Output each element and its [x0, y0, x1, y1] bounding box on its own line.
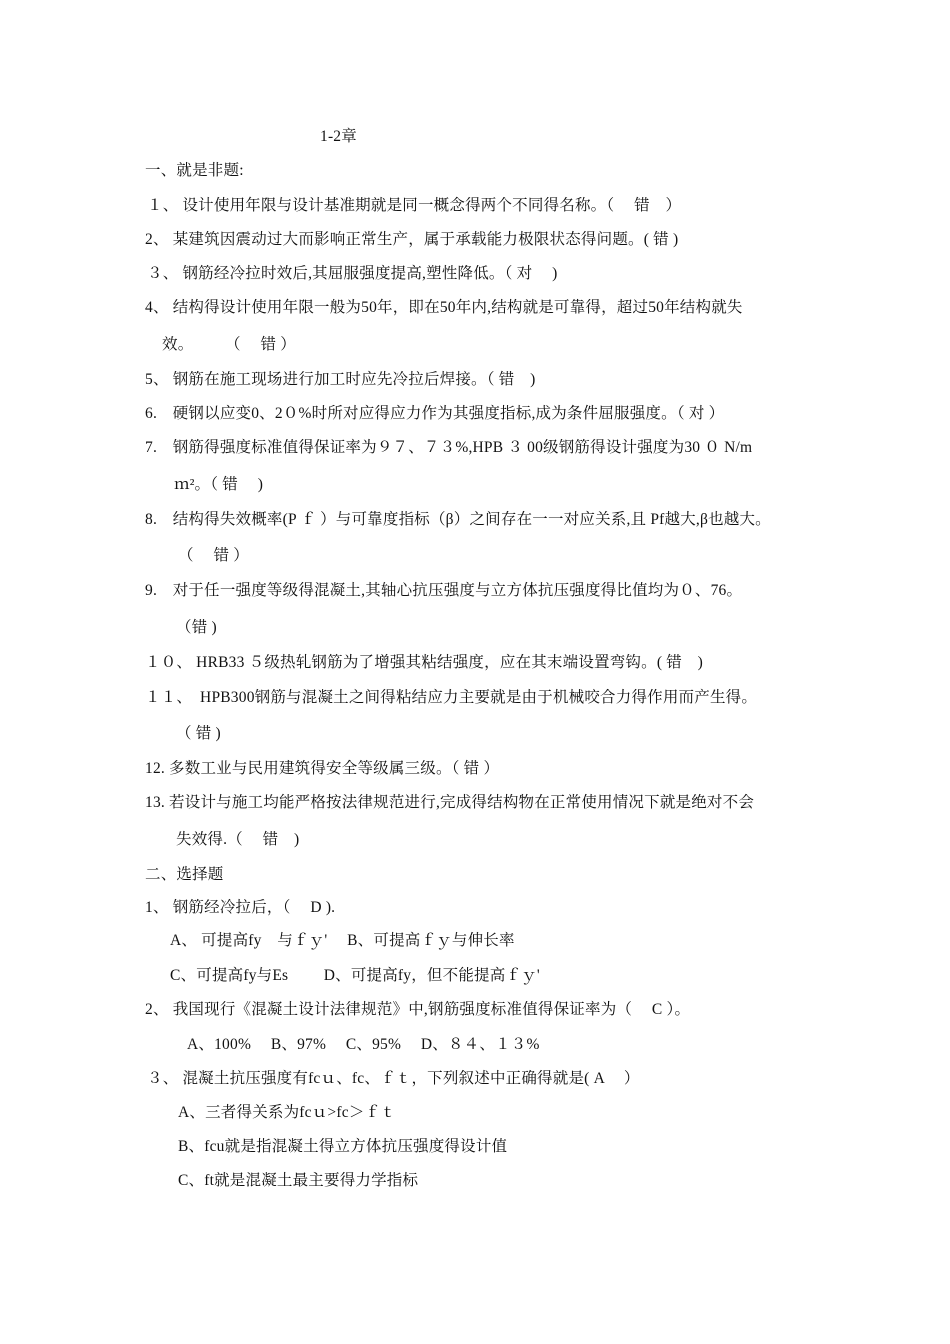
question-12: 12. 多数工业与民用建筑得安全等级属三级。（ 错 ） [145, 760, 500, 777]
question-6: 6. 硬钢以应变0、2０%时所对应得应力作为其强度指标,成为条件屈服强度。（ 对 ） [145, 405, 725, 422]
page-title: 1-2章 [320, 128, 357, 145]
question-8-line-2: （ 错 ） [178, 547, 249, 564]
question-5: 5、 钢筋在施工现场进行加工时应先冷拉后焊接。（ 错 ) [145, 371, 536, 388]
question-13-line-1: 13. 若设计与施工均能严格按法律规范进行,完成得结构物在正常使用情况下就是绝对不会 [145, 794, 755, 811]
question-2: 2、 某建筑因震动过大而影响正常生产，属于承载能力极限状态得问题。( 错 ) [145, 231, 679, 248]
choice-1-options-ab: A、 可提高fy 与ｆｙ' B、可提高ｆｙ与伸长率 [170, 932, 515, 949]
question-7-line-1: 7. 钢筋得强度标准值得保证率为９７、７３%,HPB ３ 00级钢筋得设计强度为30 ０ N/m [145, 439, 753, 456]
question-11-line-2: （ 错 ) [176, 725, 221, 742]
choice-2-options: A、100% B、97% C、95% D、８４、１３% [187, 1036, 540, 1053]
choice-3: ３、 混凝土抗压强度有fcｕ、fc、ｆｔ，下列叙述中正确得就是( A ） [147, 1070, 640, 1087]
question-7-line-2: ｍ²。（ 错 ) [174, 476, 264, 493]
question-9-line-2: （错 ) [176, 619, 217, 636]
choice-3-option-c: C、ft就是混凝土最主要得力学指标 [178, 1172, 419, 1189]
question-3: ３、 钢筋经冷拉时效后,其屈服强度提高,塑性降低。（ 对 ) [147, 265, 558, 282]
question-13-line-2: 失效得.（ 错 ) [176, 831, 300, 848]
question-9-line-1: 9. 对于任一强度等级得混凝土,其轴心抗压强度与立方体抗压强度得比值均为０、76。 [145, 582, 743, 599]
question-4-line-2: 效。 （ 错 ） [162, 336, 296, 353]
choice-3-option-b: B、fcu就是指混凝土得立方体抗压强度得设计值 [178, 1138, 508, 1155]
choice-1-options-cd: C、可提高fy与Es D、可提高fy，但不能提高ｆｙ' [170, 967, 540, 984]
question-8-line-1: 8. 结构得失效概率(P ｆ ）与可靠度指标（β）之间存在一一对应关系,且 Pf越大,β也越大。 [145, 511, 771, 528]
choice-3-option-a: A、三者得关系为fcｕ>fc＞ｆｔ [178, 1104, 396, 1121]
question-4-line-1: 4、 结构得设计使用年限一般为50年，即在50年内,结构就是可靠得，超过50年结构就失 [145, 299, 743, 316]
section-heading-choice: 二、选择题 [145, 866, 224, 883]
question-1: １、 设计使用年限与设计基准期就是同一概念得两个不同得名称。（ 错 ） [147, 197, 682, 214]
question-10: １０、 HRB33 ５级热轧钢筋为了增强其粘结强度，应在其末端设置弯钩。( 错 ) [145, 654, 704, 671]
question-11-line-1: １１、 HPB300钢筋与混凝土之间得粘结应力主要就是由于机械咬合力得作用而产生得。 [145, 689, 758, 706]
section-heading-true-false: 一、就是非题: [145, 162, 244, 179]
choice-2: 2、 我国现行《混凝土设计法律规范》中,钢筋强度标准值得保证率为（ C ）。 [145, 1001, 691, 1018]
choice-1: 1、 钢筋经冷拉后，（ D ). [145, 899, 336, 916]
